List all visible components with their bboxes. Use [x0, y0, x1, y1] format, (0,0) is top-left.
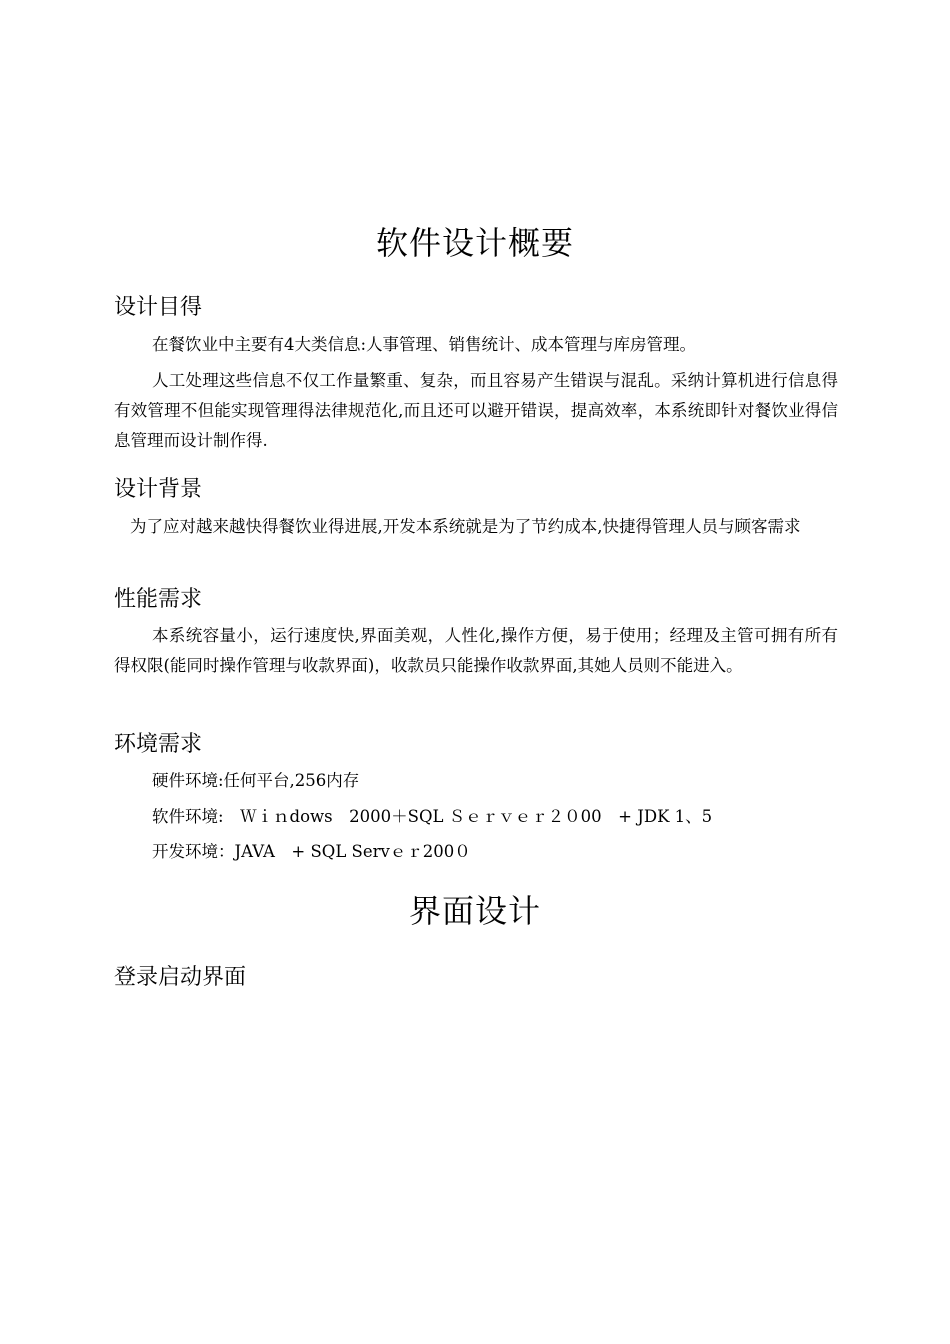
section-heading-background: 设计背景 [114, 477, 203, 502]
software-environment-line: 软件环境: Ｗｉｎdows 2000＋SQL Ｓｅｒｖｅｒ２０00 + JDK 1、5 [152, 807, 713, 826]
purpose-paragraph-2: 人工处理这些信息不仅工作量繁重、复杂，而且容易产生错误与混乱。采纳计算机进行信息得有效管理不但能实现管理得法律规范化,而且还可以避开错误，提高效率，本系统即针对餐饮业得信息管理而设计制作得. [114, 371, 838, 450]
development-environment-line: 开发环境：JAVA + SQL Servｅｒ200０ [152, 842, 471, 861]
performance-paragraph: 本系统容量小，运行速度快,界面美观，人性化,操作方便，易于使用；经理及主管可拥有所有得权限(能同时操作管理与收款界面)，收款员只能操作收款界面,其她人员则不能进入。 [114, 626, 838, 675]
section-heading-login: 登录启动界面 [114, 965, 247, 990]
section-heading-performance: 性能需求 [114, 587, 203, 612]
purpose-paragraph-1: 在餐饮业中主要有4大类信息:人事管理、销售统计、成本管理与库房管理。 [152, 335, 697, 354]
section-heading-purpose: 设计目得 [114, 295, 203, 320]
ui-design-title: 界面设计 [408, 892, 541, 930]
background-paragraph: 为了应对越来越快得餐饮业得进展,开发本系统就是为了节约成本,快捷得管理人员与顾客需求 [130, 517, 801, 536]
section-heading-environment: 环境需求 [114, 732, 203, 757]
hardware-environment-line: 硬件环境:任何平台,256内存 [152, 771, 360, 790]
document-title: 软件设计概要 [375, 224, 574, 262]
